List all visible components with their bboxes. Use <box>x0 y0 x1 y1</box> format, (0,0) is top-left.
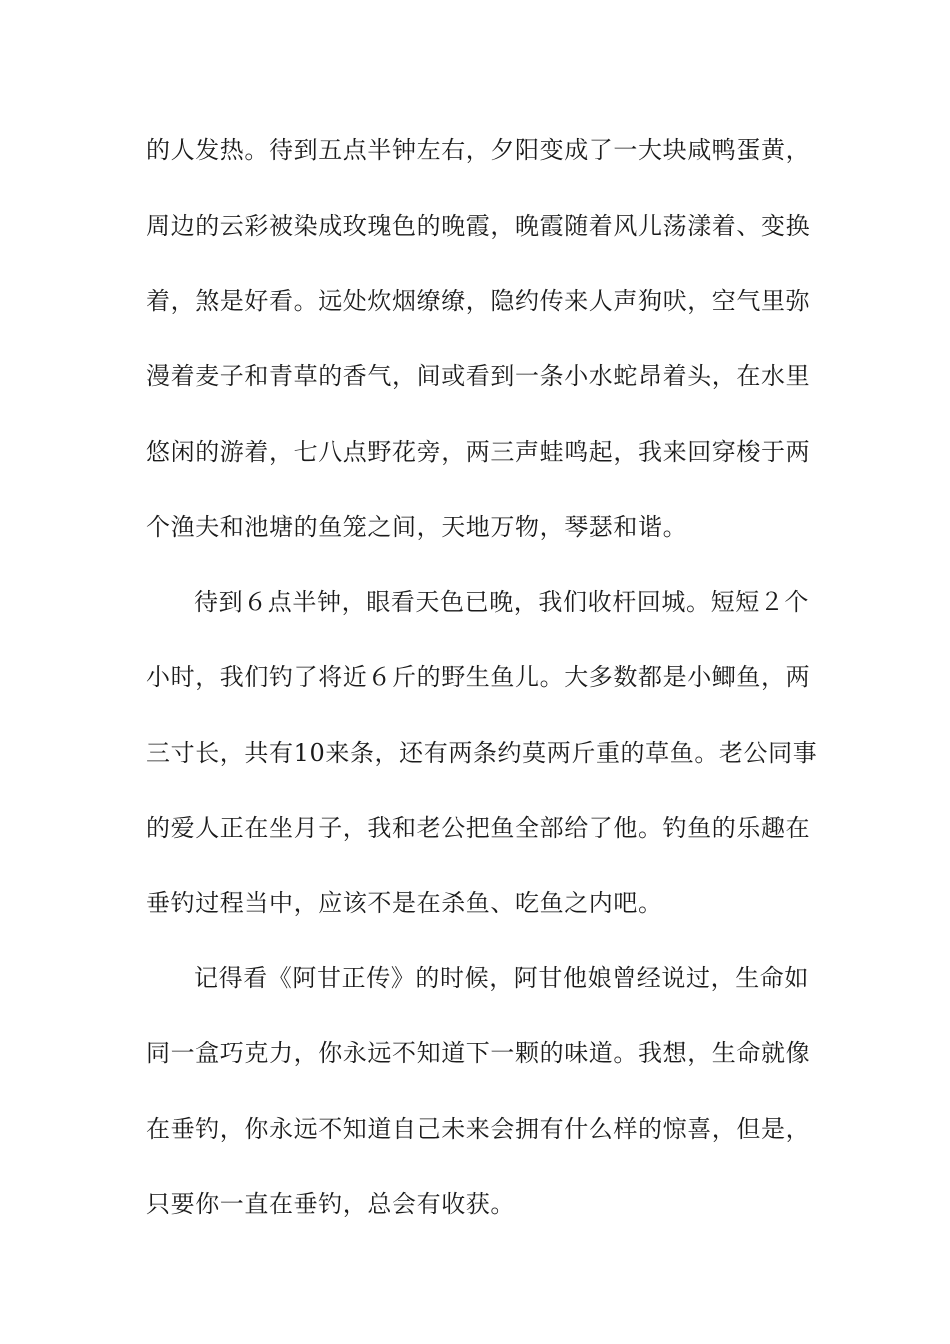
text-line: 的爱人正在坐月子，我和老公把鱼全部给了他。钓鱼的乐趣在 <box>146 814 811 842</box>
text-line: 悠闲的游着，七八点野花旁，两三声蛙鸣起，我来回穿梭于两 <box>146 438 811 466</box>
text-line: 同一盒巧克力，你永远不知道下一颗的味道。我想，生命就像 <box>146 1039 811 1067</box>
text-line: 漫着麦子和青草的香气，间或看到一条小水蛇昂着头，在水里 <box>146 362 811 390</box>
text-line: 个渔夫和池塘的鱼笼之间，天地万物，琴瑟和谐。 <box>146 513 688 541</box>
text-line: 垂钓过程当中，应该不是在杀鱼、吃鱼之内吧。 <box>146 889 663 917</box>
text-line: 在垂钓，你永远不知道自己未来会拥有什么样的惊喜，但是， <box>146 1115 811 1143</box>
text-line: 小时，我们钓了将近６斤的野生鱼儿。大多数都是小鲫鱼，两 <box>146 663 811 691</box>
text-line: 三寸长，共有10来条，还有两条约莫两斤重的草鱼。老公同事 <box>146 739 818 767</box>
paragraph-first-line: 记得看《阿甘正传》的时候，阿甘他娘曾经说过，生命如 <box>194 964 809 992</box>
paragraph-first-line: 待到６点半钟，眼看天色已晚，我们收杆回城。短短２个 <box>194 588 809 616</box>
text-line: 只要你一直在垂钓，总会有收获。 <box>146 1190 515 1218</box>
text-line: 的人发热。待到五点半钟左右，夕阳变成了一大块咸鸭蛋黄， <box>146 136 811 164</box>
text-line: 着，煞是好看。远处炊烟缭缭，隐约传来人声狗吠，空气里弥 <box>146 287 811 315</box>
text-line: 周边的云彩被染成玫瑰色的晚霞，晚霞随着风儿荡漾着、变换 <box>146 212 811 240</box>
